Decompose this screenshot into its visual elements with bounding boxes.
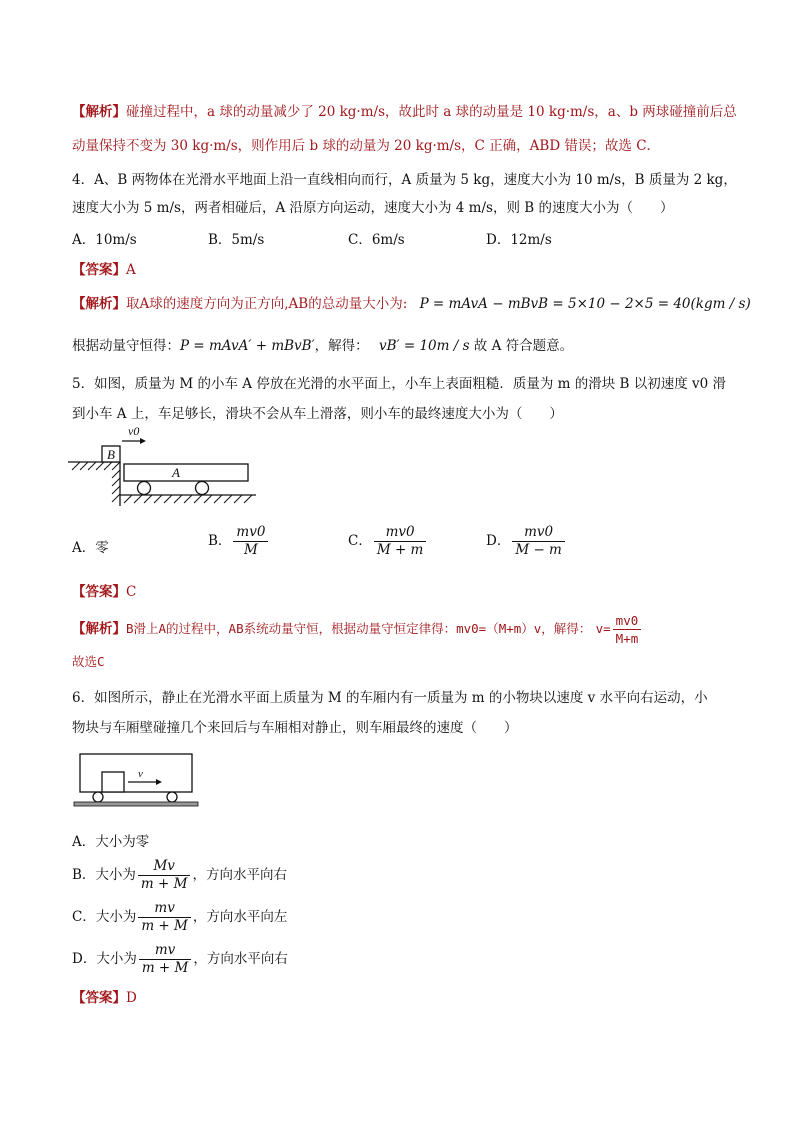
q6-stem-line-1: 6．如图所示，静止在光滑水平面上质量为 M 的车厢内有一质量为 m 的小物块以速度 v 水平向右运动，小 [72,690,708,706]
q5-analysis-line [72,612,643,647]
q5-figure [68,424,258,514]
cart-wheel-left [138,482,151,495]
intro-analysis-line-2: 动量保持不变为 30 kg·m/s，则作用后 b 球的动量为 20 kg·m/s，C 正确，ABD 错误；故选 C． [72,138,661,154]
q5-answer [72,580,136,600]
intro-analysis-line-1 [72,100,737,120]
jiexi-tag: 【解析】 [72,296,126,312]
q6-stem-line-2: 物块与车厢壁碰撞几个来回后与车厢相对静止，则车厢最终的速度（ ） [72,720,518,736]
q4-conclusion: 故 A 符合题意。 [473,338,574,354]
fraction-numerator: mv0 [233,524,268,542]
q5-stem-line-2: 到小车 A 上，车足够长，滑块不会从车上滑落，则小车的最终速度大小为（ ） [72,406,563,422]
fraction-denominator: m + M [141,960,189,976]
cart-a-label: A [172,465,180,480]
q5-choice-d-letter: D． [486,533,511,549]
fraction-numerator: mv [139,942,192,960]
fraction-numerator: mv0 [613,612,642,630]
fraction-numerator: mv0 [374,524,427,542]
answer-tag: 【答案】 [72,990,126,1006]
q5-choice-c-fraction [374,524,427,559]
q6-choice-c-fraction [138,900,191,935]
fraction-denominator: m + M [141,918,188,934]
q6-answer-value: D [126,990,137,1006]
fraction-denominator: M+m [615,631,639,646]
q6-choice-c-prefix: C．大小为 [72,909,137,925]
fraction-denominator: M − m [515,542,562,558]
q6-choice-b-fraction [138,858,191,893]
q4-stem-line-1: 4．A、B 两物体在光滑水平地面上沿一直线相向而行，A 质量为 5 kg，速度大小为 10 m/s，B 质量为 2 kg， [72,172,737,188]
q4-answer [72,258,136,278]
answer-tag: 【答案】 [72,584,126,600]
q4-choice-c: C．6m/s [348,232,405,248]
q5-choice-d-fraction [512,524,565,559]
ground-track [74,802,198,806]
q6-choice-d-suffix: ，方向水平向右 [193,951,288,967]
q5-choice-b-letter: B． [208,533,232,549]
ledge-hatching [72,462,120,502]
q6-choice-c-suffix: ，方向水平向左 [192,909,288,925]
floor-hatching [124,495,252,503]
q4-answer-value: A [126,262,136,278]
q4-choice-b: B．5m/s [208,232,265,248]
q4-result-equation: vB′ = 10m / s [378,338,470,354]
q6-answer [72,986,137,1006]
q5-result-fraction [613,612,642,647]
fraction-denominator: M + m [376,542,424,558]
q5-analysis-text: B滑上A的过程中，AB系统动量守恒，根据动量守恒定律得：mv0=（M+m）v，解得： [126,621,592,636]
arrow-head-icon [140,438,146,444]
q6-choice-d [72,942,288,977]
fraction-numerator: mv [138,900,191,918]
q6-figure [72,750,202,810]
q5-conclusion: 故选C [72,654,105,669]
q4-choice-d: D．12m/s [486,232,552,248]
intro-analysis-text-1: 碰撞过程中，a 球的动量减少了 20 kg·m/s，故此时 a 球的动量是 10 kg·m/s，a、b 两球碰撞前后总 [126,104,737,120]
q4-conservation-equation: P = mAvA′ + mBvB′ [180,338,315,354]
q4-analysis-text-2: 根据动量守恒得： [72,338,180,354]
q5-choice-c [348,524,428,559]
q5-choice-d [486,524,567,559]
q4-solve-text: ，解得： [314,338,369,354]
carriage-wheel-left [93,792,103,802]
jiexi-tag: 【解析】 [72,621,126,637]
q5-stem-line-1: 5．如图，质量为 M 的小车 A 停放在光滑的水平面上，小车上表面粗糙．质量为 m 的滑块 B 以初速度 v0 滑 [72,376,727,392]
q6-choice-c [72,900,287,935]
fraction-numerator: mv0 [512,524,565,542]
q5-answer-value: C [126,584,137,600]
block-b-label: B [107,447,115,462]
q4-choice-a: A．10m/s [72,232,137,248]
q4-analysis-line-2 [72,334,573,354]
jiexi-tag: 【解析】 [72,104,126,120]
q6-choice-a: A．大小为零 [72,834,150,850]
q5-choice-b-fraction [233,524,268,559]
cart-a [124,464,248,481]
q6-choice-b-suffix: ，方向水平向右 [192,867,287,883]
fraction-denominator: M [244,542,258,558]
q5-choice-b [208,524,270,559]
answer-tag: 【答案】 [72,262,126,278]
q6-choice-d-fraction [139,942,192,977]
q4-analysis-line-1 [72,292,751,312]
q5-choices [72,524,722,564]
velocity-label: v [138,768,143,780]
q6-choice-d-prefix: D．大小为 [72,951,137,967]
q4-momentum-equation: P = mAvA − mBvB = 5×10 − 2×5 = 40(kgm / s) [419,296,751,312]
small-block [102,772,124,792]
carriage-body [80,754,192,792]
carriage-wheel-right [167,792,177,802]
fraction-numerator: Mv [138,858,191,876]
q4-stem-line-2: 速度大小为 5 m/s，两者相碰后，A 沿原方向运动，速度大小为 4 m/s，则 B 的速度大小为（ ） [72,200,674,216]
q6-choice-b-prefix: B．大小为 [72,867,136,883]
q5-choice-a: A．零 [72,540,109,556]
q5-choice-c-letter: C． [348,533,372,549]
cart-wheel-right [196,482,209,495]
velocity-label: v0 [128,424,140,438]
q6-choice-b [72,858,287,893]
fraction-denominator: m + M [140,876,188,892]
q4-analysis-text-1: 取A球的速度方向为正方向,AB的总动量大小为: [126,296,408,312]
q5-result-v: v= [595,621,611,636]
